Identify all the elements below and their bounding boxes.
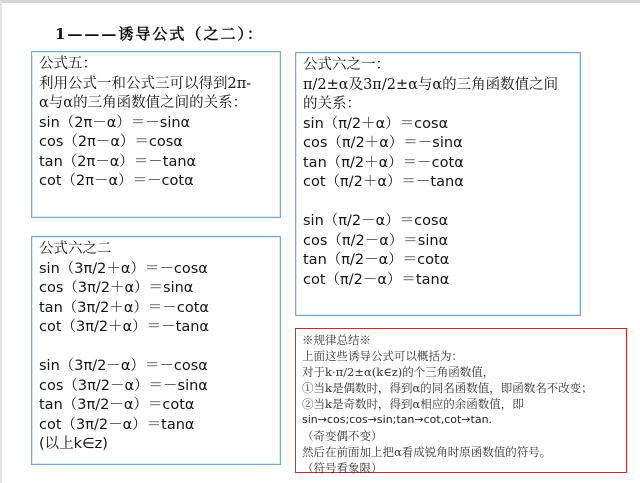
summary-line: 对于k·π/2±α(k∈z)的个三角函数值，: [302, 365, 495, 379]
formula-6-1-intro-line-2: 的关系：: [303, 96, 361, 112]
summary-box: [295, 328, 627, 473]
formula-6-1-heading: 公式六之一：: [303, 57, 390, 73]
summary-heading: ※规律总结※: [302, 333, 371, 347]
formula-line: cos（π/2＋α）＝－sinα: [303, 135, 463, 151]
summary-line: ②当k是奇数时，得到α相应的余函数值，即: [302, 397, 524, 411]
summary-line: 上面这些诱导公式可以概括为：: [302, 349, 463, 363]
blank-line: [303, 193, 580, 213]
formula-6-1-box: [295, 52, 581, 316]
formula-5-intro-line-2: α与α的三角函数值之间的关系：: [39, 95, 248, 111]
formula-line: cos（3π/2＋α）＝sinα: [39, 280, 194, 296]
formula-5-intro-line-1: 利用公式一和公式三可以得到2π-: [39, 75, 252, 92]
summary-line: sin→cos;cos→sin;tan→cot,cot→tan.: [302, 413, 493, 426]
formula-line: cot（2π－α）＝－cotα: [39, 173, 194, 189]
blank-line: [39, 338, 280, 358]
formula-line: tan（3π/2＋α）＝－cotα: [39, 299, 209, 316]
summary-line: （奇变偶不变）: [302, 429, 383, 443]
summary-line: （符号看象限）: [302, 461, 383, 475]
formula-line: cot（3π/2－α）＝tanα: [39, 416, 195, 433]
page-top-edge: [0, 0, 640, 3]
page-title: 1———诱导公式（之二）：: [55, 25, 264, 43]
formula-line: tan（π/2－α）＝cotα: [303, 252, 450, 268]
page-left-edge: [0, 0, 2, 483]
formula-line: cos（2π－α）＝cosα: [39, 134, 183, 150]
formula-line: cot（π/2＋α）＝－tanα: [303, 174, 464, 190]
formula-line: cos（π/2－α）＝sinα: [303, 232, 449, 249]
formula-line: sin（3π/2－α）＝－cosα: [39, 358, 208, 374]
summary-line: 然后在前面加上把α看成锐角时原函数值的符号。: [302, 445, 552, 459]
formula-line: sin（π/2＋α）＝cosα: [303, 115, 449, 132]
formula-line: cos（3π/2－α）＝－sinα: [39, 377, 208, 394]
formula-5-heading: 公式五：: [39, 56, 97, 72]
summary-line: ①当k是偶数时，得到α的同名函数值，即函数名不改变；: [302, 381, 593, 395]
formula-line: cot（π/2－α）＝tanα: [303, 271, 450, 288]
formula-line: sin（2π－α）＝－sinα: [39, 114, 191, 131]
formula-line: tan（3π/2－α）＝cotα: [39, 397, 195, 413]
formula-6-2-heading: 公式六之二: [39, 241, 112, 257]
formula-line: tan（2π－α）＝－tanα: [39, 153, 197, 170]
formula-line: tan（π/2＋α）＝－cotα: [303, 154, 464, 171]
formula-5-box: [31, 51, 281, 218]
formula-line: cot（3π/2＋α）＝－tanα: [39, 319, 209, 335]
formula-line: sin（π/2－α）＝cosα: [303, 213, 449, 229]
formula-6-1-intro-line-1: π/2±α及3π/2±α与α的三角函数值之间: [303, 76, 559, 93]
formula-6-2-note: (以上k∈z): [39, 436, 108, 452]
formula-6-2-box: [31, 236, 281, 465]
formula-line: sin（3π/2＋α）＝－cosα: [39, 260, 208, 277]
